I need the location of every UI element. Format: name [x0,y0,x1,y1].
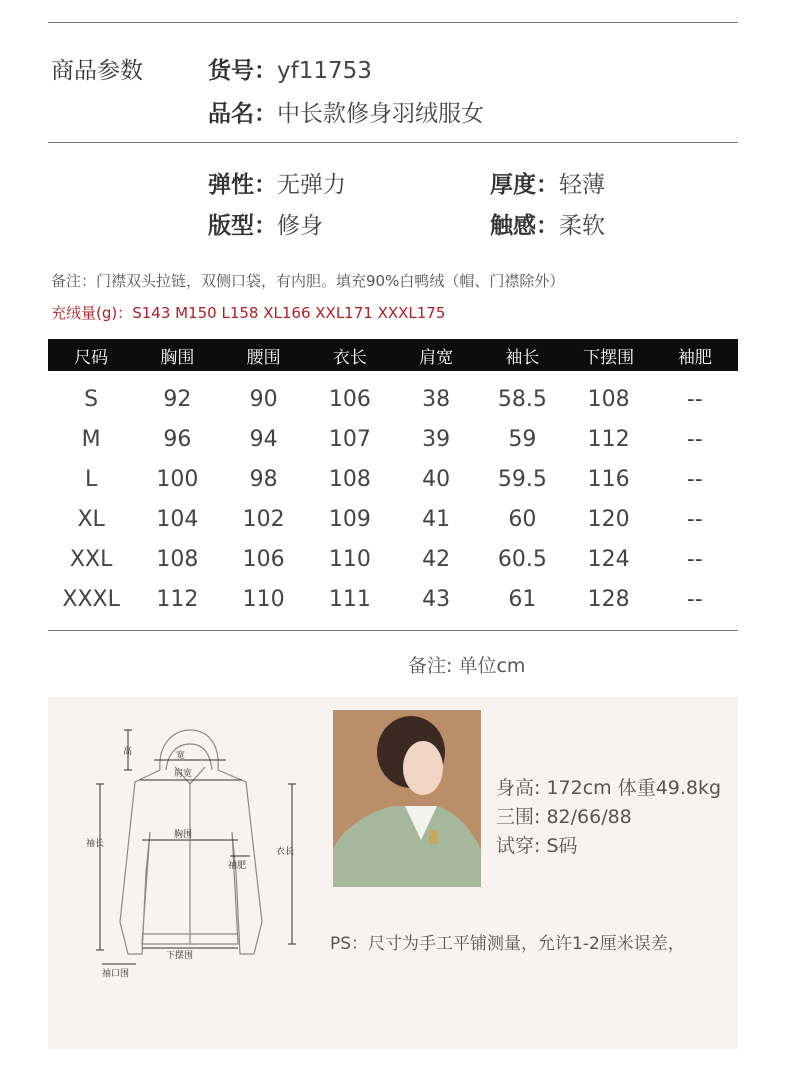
product-note: 备注：门襟双头拉链，双侧口袋，有内胆。填充90%白鸭绒（帽、门襟除外） [51,272,565,290]
size-value-cell: 94 [249,426,278,452]
size-value-cell: 41 [422,506,451,532]
param-value: yf11753 [277,58,372,84]
size-row [48,459,738,499]
param-sku [208,52,372,85]
size-value-cell: 106 [242,546,285,572]
param-label: 品名： [208,101,277,127]
size-value-cell: 42 [422,546,451,572]
diagram-label-shoulder: 肩宽 [174,769,193,779]
size-label-cell: XXXL [62,586,120,612]
size-value-cell: 111 [328,586,371,612]
param-value: 柔软 [559,213,605,239]
size-value-cell: 112 [587,426,630,452]
fill-amount: 充绒量(g)：S143 M150 L158 XL166 XXL171 XXXL175 [51,304,446,322]
size-value-cell: 96 [163,426,192,452]
size-value-cell: 39 [422,426,451,452]
diagram-label-length: 衣长 [276,847,295,857]
size-value-cell: -- [686,586,703,612]
size-value-cell: 90 [249,386,278,412]
col-length: 衣长 [307,339,393,371]
param-thickness [490,166,605,199]
size-value-cell: 116 [587,466,630,492]
size-value-cell: 110 [328,546,371,572]
size-row [48,419,738,459]
size-value-cell: 104 [156,506,199,532]
size-row [48,371,738,419]
param-label: 触感： [490,213,559,239]
param-label: 厚度： [490,172,559,198]
jacket-measurement-diagram [80,722,320,982]
size-label-cell: L [84,466,98,492]
param-elasticity [208,166,346,199]
col-sleeve: 袖长 [479,339,565,371]
col-size: 尺码 [48,339,134,371]
params-divider [48,142,738,143]
model-fitting-size: 试穿: S码 [496,835,578,857]
size-value-cell: 108 [328,466,371,492]
model-photo [333,710,481,887]
size-row [48,579,738,619]
size-label-cell: S [84,386,99,412]
size-value-cell: 38 [422,386,451,412]
size-value-cell: 59 [508,426,537,452]
col-chest: 胸围 [134,339,220,371]
size-label-cell: M [81,426,101,452]
col-hem: 下摆围 [566,339,652,371]
col-shoulder: 肩宽 [393,339,479,371]
size-value-cell: 40 [422,466,451,492]
param-value: 轻薄 [559,172,605,198]
model-height-weight: 身高: 172cm 体重49.8kg [496,777,722,799]
size-value-cell: 98 [249,466,278,492]
size-value-cell: 58.5 [497,386,547,412]
param-value: 无弹力 [277,172,346,198]
param-value: 中长款修身羽绒服女 [277,101,484,127]
section-title: 商品参数 [51,58,143,84]
param-touch [490,207,605,240]
size-label-cell: XXL [69,546,113,572]
size-value-cell: 102 [242,506,285,532]
size-value-cell: -- [686,466,703,492]
diagram-label-chest: 胸围 [174,830,193,840]
size-table [48,339,738,619]
size-value-cell: 43 [422,586,451,612]
param-fit [208,207,323,240]
param-label: 弹性： [208,172,277,198]
size-value-cell: 61 [508,586,537,612]
size-value-cell: 120 [587,506,630,532]
size-value-cell: 112 [156,586,199,612]
col-sleeve-width: 袖肥 [652,339,738,371]
diagram-label-cuff: 袖口围 [102,969,130,979]
unit-note: 备注: 单位cm [408,655,526,677]
size-value-cell: 109 [328,506,371,532]
param-value: 修身 [277,213,323,239]
size-value-cell: 110 [242,586,285,612]
model-measurements: 三围: 82/66/88 [496,806,632,828]
size-value-cell: 107 [328,426,371,452]
size-value-cell: 60 [508,506,537,532]
diagram-label-sleeve: 袖长 [86,839,105,849]
param-name [208,95,484,128]
size-value-cell: 100 [156,466,199,492]
size-value-cell: 59.5 [497,466,547,492]
size-label-cell: XL [77,506,105,532]
size-value-cell: 108 [156,546,199,572]
top-divider [48,22,738,23]
size-value-cell: 108 [587,386,630,412]
size-row [48,539,738,579]
size-value-cell: 106 [328,386,371,412]
col-waist: 腰围 [221,339,307,371]
size-value-cell: -- [686,506,703,532]
diagram-label-sleeve-width: 袖肥 [228,861,247,871]
param-label: 货号： [208,58,277,84]
diagram-label-hem: 下摆围 [166,951,194,961]
size-value-cell: -- [686,546,703,572]
param-label: 版型： [208,213,277,239]
size-value-cell: -- [686,386,703,412]
size-value-cell: -- [686,426,703,452]
diagram-label-height: 高 [123,747,133,757]
measurement-disclaimer: PS：尺寸为手工平铺测量，允许1-2厘米误差， [330,934,685,954]
diagram-label-width: 宽 [176,751,186,761]
size-row [48,499,738,539]
size-value-cell: 92 [163,386,192,412]
size-table-header [48,339,738,371]
size-value-cell: 124 [587,546,630,572]
table-bottom-divider [48,630,738,631]
size-value-cell: 60.5 [497,546,547,572]
size-value-cell: 128 [587,586,630,612]
